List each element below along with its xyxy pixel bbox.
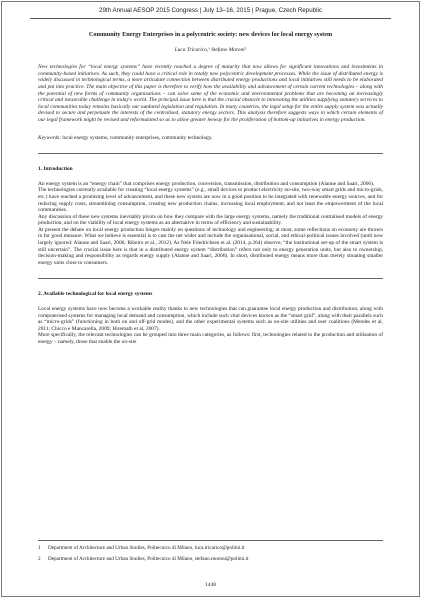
section-divider — [38, 153, 383, 154]
footnote-text: Department of Architecture and Urban Studies, Politecnico di Milano, stefano.moroni@polimi.it — [48, 556, 249, 563]
page-number: 1448 — [204, 582, 217, 588]
footnote-rule — [38, 540, 383, 541]
section-introduction — [38, 166, 383, 266]
section-divider — [38, 278, 383, 279]
section-heading: 2. Available technological for local energy systems — [38, 291, 153, 298]
paper-authors: Luca Tricarico,¹ Stefano Moroni² — [174, 46, 247, 53]
header-rule — [30, 18, 391, 19]
paragraph: The technologies currently available for creating “local energy systems” (e.g., small devices to product electricity on-site, two-way smart grids and micro-grids, etc.) have reached a promising level of advancement, and these new system are now in a good position to be integrated with renewable energy sources, and for reducing supply costs, streamlining consumption, creating new production chains, increasing local employment, and not least the empowerment of the local communities. — [38, 187, 383, 214]
footnote-number: 1 — [38, 545, 41, 551]
footnote — [38, 545, 383, 551]
footnote-number: 2 — [38, 556, 41, 563]
paper-page — [1, 1, 420, 597]
paragraph: Local energy systems have now become a workable reality thanks to new technologies that can guarantee local energy production and distribution, along with computerised systems for managing local demand and consumption, which include such vital devices known as the “smart grid”, along with their parallels such as “micro-grids” (functioning in both on and off-grid modes), and the other experimental systems such as on-site utilities and user coalitions (Mendes et al, 2011; Chicco e Mancarella, 2009; Hiremath et al, 2007). — [38, 306, 383, 332]
paragraph: Any discussion of these new systems inevitably pivots on how they compare with the large energy systems, namely the traditional centralised models of energy production, and on the viability of local energy systems as an alternative in terms of efficiency and sustainability. — [38, 213, 383, 227]
section-heading: 1. Introduction — [38, 166, 73, 173]
footnote-text: Department of Architecture and Urban Studies, Politecnico di Milano, luca.tricarico@polimi.it — [48, 545, 245, 551]
abstract: New technologies for “local energy systems” have recently reached a degree of maturity that now allows for significant innovations and investments in community-based initiatives. As such, they could have a critical role in totally new polycentric development processes. While the issue of distributed energy is widely discussed in technological terms, a more articulate connection between distributed energy productions and local initiatives still needs to be elaborated and put into practice. The main objective of this paper is therefore to verify how the availability and advancement of certain current technologies – along with the potential of new forms of community organisations – can solve some of the economic and environmental problems that are becoming an increasingly critical and inexorable challenge in today's world. The principal issue here is that the crucial obstacle to innovating the utilities supplying statutory services to local communities today remains basically our outdated legislation and regulation. In many countries, the legal setup for the entire supply system was actually devised to secure and perpetuate the interests of the centralised, statutory energy sectors. This analysis therefore suggests ways in which certain elements of our legal framework might be revised and reformulated so as to allow greater leeway for the proliferation of bottom-up initiatives in energy production. — [38, 64, 383, 123]
paragraph: An energy system is an “energy chain” that comprises energy production, conversion, transmission, distribution and consumption (Alanne and Saari, 2006). — [38, 180, 375, 187]
section-technologies — [38, 291, 383, 345]
main-content — [38, 32, 383, 358]
footnote — [38, 556, 383, 562]
footnotes — [38, 540, 383, 568]
keywords — [38, 135, 383, 142]
paragraph: More specifically, the relevant technologies can be grouped into three main categories, as follows: first, technologies related to the production and utilisation of energy – namely, those that enable the on-site — [38, 332, 383, 345]
keywords-list: : local energy systems, community enterprises, community technology. — [59, 134, 213, 141]
keywords-label: Keywords — [38, 134, 60, 141]
running-header: 29th Annual AESOP 2015 Congress | July 13–16, 2015 | Prague, Czech Republic — [99, 7, 322, 14]
paragraph: At present the debate on local energy production hinges mainly on questions of technology and engineering; at most, some reflections on economy are thrown in for good measure. What we believe is essential is to cast the net wider and include the organisational, social, and ethical-political issues involved (until now largely ignored: Alanne and Saari, 2006; Ribeiro et al., 2012). As Nele Friedrichsen et al. (2014, p.264) observe, “the institutional set-up of the smart system is still uncertain”. The crucial issue here is that in a distributed energy system “distribution” refers not only to energy generation units, but also to ownership, decision-making and responsibility as regards energy supply (Alanne and Saari, 2006). In short, distributed energy means more than merely situating smaller energy units close to consumers. — [38, 226, 383, 266]
paper-title: Community Energy Enterprises in a polycentric society: new devices for local energy system — [88, 31, 333, 38]
